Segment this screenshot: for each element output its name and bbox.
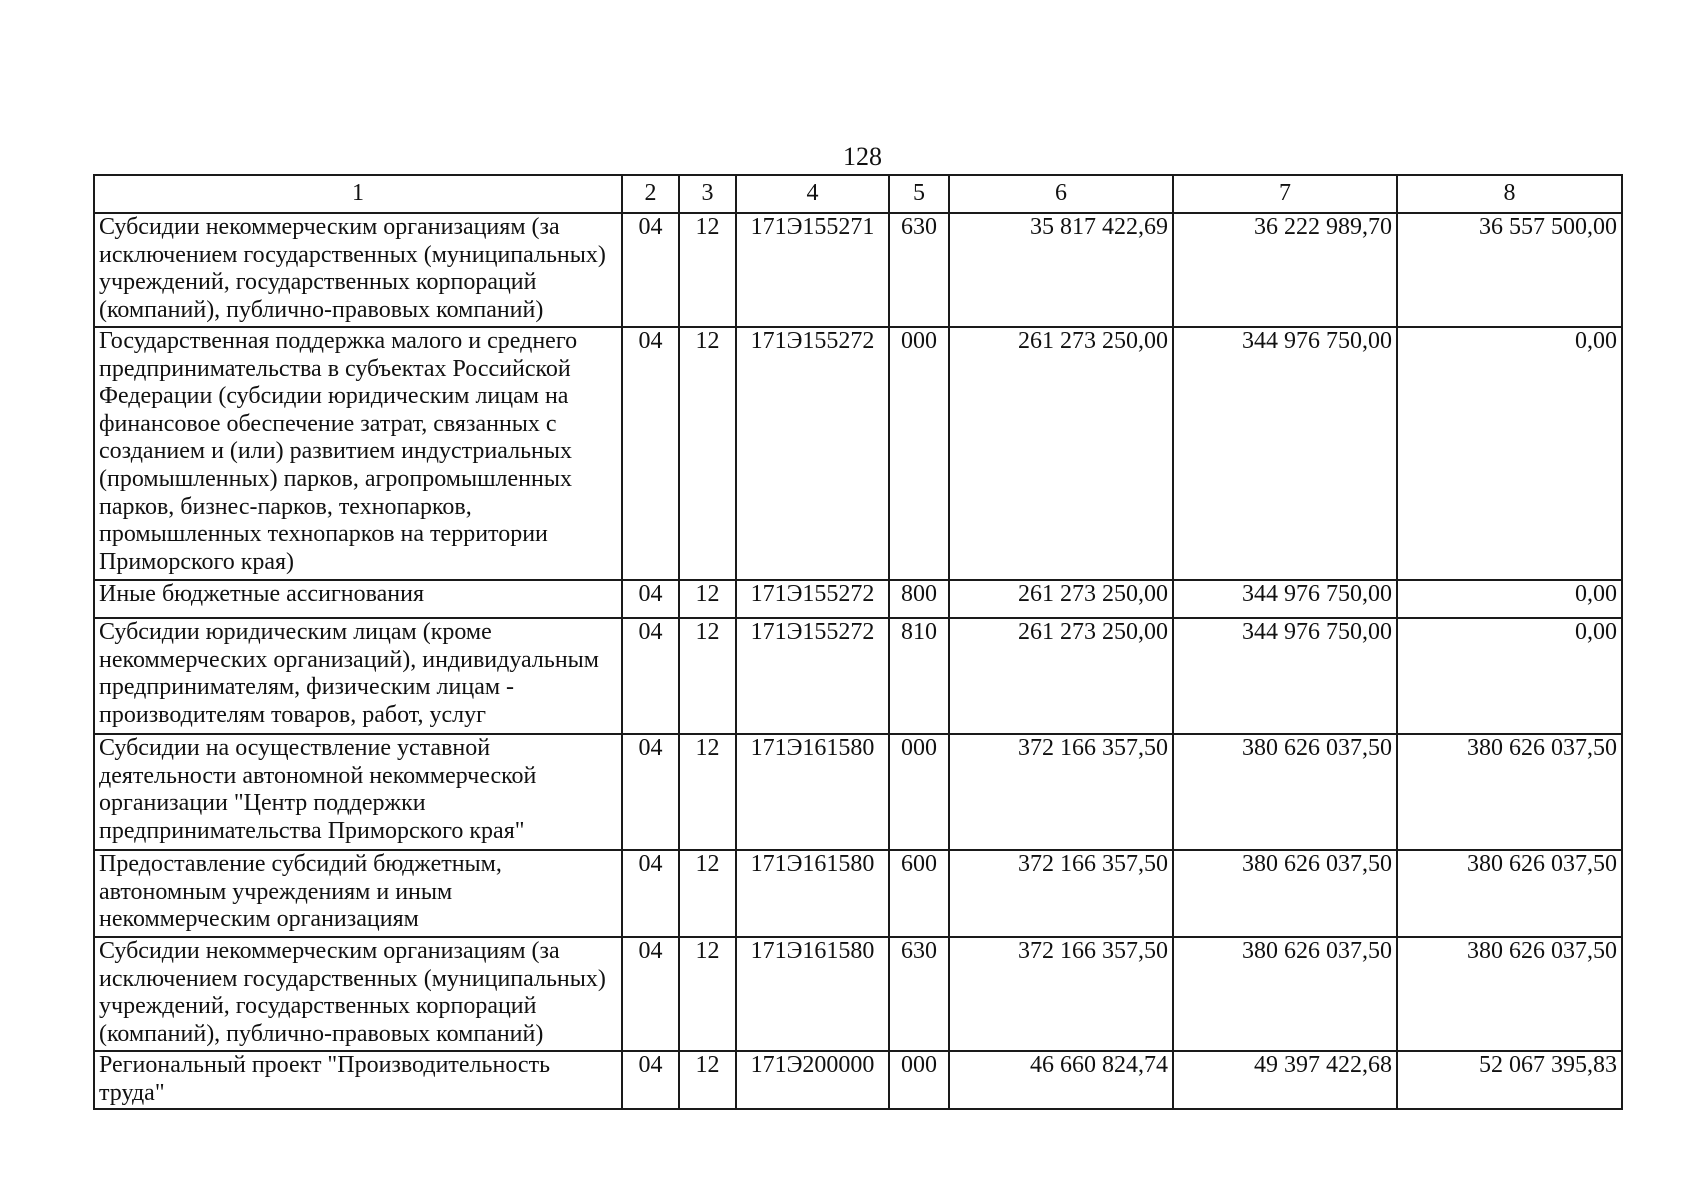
amount-col-7: 380 626 037,50 (1173, 937, 1397, 1051)
target-article-code: 171Э155271 (736, 213, 889, 327)
section-code: 04 (622, 327, 679, 580)
expense-type-code: 810 (889, 618, 949, 734)
subsection-code: 12 (679, 213, 736, 327)
row-name: Субсидии некоммерческим организациям (за исключением государственных (муниципальных) учреждений, государственных корпораций (компаний), публично-правовых компаний) (94, 213, 622, 327)
column-header: 5 (889, 175, 949, 213)
column-header: 8 (1397, 175, 1622, 213)
amount-col-6: 261 273 250,00 (949, 618, 1173, 734)
subsection-code: 12 (679, 580, 736, 618)
page-number: 128 (843, 142, 882, 171)
target-article-code: 171Э155272 (736, 580, 889, 618)
amount-col-6: 372 166 357,50 (949, 937, 1173, 1051)
amount-col-8: 0,00 (1397, 618, 1622, 734)
target-article-code: 171Э200000 (736, 1051, 889, 1109)
section-code: 04 (622, 580, 679, 618)
subsection-code: 12 (679, 1051, 736, 1109)
section-code: 04 (622, 850, 679, 937)
column-header: 7 (1173, 175, 1397, 213)
target-article-code: 171Э161580 (736, 850, 889, 937)
row-name: Государственная поддержка малого и среднего предпринимательства в субъектах Российской Федерации (субсидии юридическим лицам на финансовое обеспечение затрат, связанных с созданием и (или) развитием индустриальных (промышленных) парков, агропромышленных парков, бизнес-парков, технопарков, промышленных технопарков на территории Приморского края) (94, 327, 622, 580)
target-article-code: 171Э161580 (736, 734, 889, 850)
amount-col-6: 261 273 250,00 (949, 327, 1173, 580)
amount-col-7: 344 976 750,00 (1173, 327, 1397, 580)
section-code: 04 (622, 213, 679, 327)
amount-col-7: 344 976 750,00 (1173, 580, 1397, 618)
table-row (94, 734, 1622, 850)
table-row (94, 327, 1622, 580)
expense-type-code: 000 (889, 734, 949, 850)
amount-col-8: 0,00 (1397, 327, 1622, 580)
table-row (94, 213, 1622, 327)
amount-col-7: 344 976 750,00 (1173, 618, 1397, 734)
subsection-code: 12 (679, 734, 736, 850)
row-name: Субсидии некоммерческим организациям (за исключением государственных (муниципальных) учреждений, государственных корпораций (компаний), публично-правовых компаний) (94, 937, 622, 1051)
amount-col-6: 261 273 250,00 (949, 580, 1173, 618)
target-article-code: 171Э161580 (736, 937, 889, 1051)
table-row (94, 1051, 1622, 1109)
target-article-code: 171Э155272 (736, 618, 889, 734)
column-header: 3 (679, 175, 736, 213)
section-code: 04 (622, 937, 679, 1051)
expense-type-code: 000 (889, 1051, 949, 1109)
expense-type-code: 600 (889, 850, 949, 937)
expense-type-code: 800 (889, 580, 949, 618)
expense-type-code: 630 (889, 937, 949, 1051)
table-row (94, 618, 1622, 734)
table-row (94, 850, 1622, 937)
subsection-code: 12 (679, 327, 736, 580)
amount-col-8: 380 626 037,50 (1397, 850, 1622, 937)
table-row (94, 937, 1622, 1051)
amount-col-7: 380 626 037,50 (1173, 850, 1397, 937)
expense-type-code: 000 (889, 327, 949, 580)
amount-col-7: 49 397 422,68 (1173, 1051, 1397, 1109)
column-header: 2 (622, 175, 679, 213)
target-article-code: 171Э155272 (736, 327, 889, 580)
expense-type-code: 630 (889, 213, 949, 327)
column-header: 4 (736, 175, 889, 213)
budget-table (93, 174, 1623, 1110)
table-row (94, 580, 1622, 618)
amount-col-8: 52 067 395,83 (1397, 1051, 1622, 1109)
row-name: Субсидии юридическим лицам (кроме некоммерческих организаций), индивидуальным предпринимателям, физическим лицам - производителям товаров, работ, услуг (94, 618, 622, 734)
amount-col-7: 380 626 037,50 (1173, 734, 1397, 850)
table-header-row (94, 175, 1622, 213)
amount-col-8: 380 626 037,50 (1397, 734, 1622, 850)
column-header: 1 (94, 175, 622, 213)
row-name: Региональный проект "Производительность труда" (94, 1051, 622, 1109)
section-code: 04 (622, 734, 679, 850)
amount-col-6: 35 817 422,69 (949, 213, 1173, 327)
row-name: Иные бюджетные ассигнования (94, 580, 622, 618)
amount-col-8: 0,00 (1397, 580, 1622, 618)
amount-col-6: 372 166 357,50 (949, 734, 1173, 850)
amount-col-6: 46 660 824,74 (949, 1051, 1173, 1109)
row-name: Субсидии на осуществление уставной деятельности автономной некоммерческой организации "Центр поддержки предпринимательства Приморского края" (94, 734, 622, 850)
subsection-code: 12 (679, 618, 736, 734)
amount-col-7: 36 222 989,70 (1173, 213, 1397, 327)
amount-col-8: 36 557 500,00 (1397, 213, 1622, 327)
section-code: 04 (622, 618, 679, 734)
subsection-code: 12 (679, 850, 736, 937)
amount-col-8: 380 626 037,50 (1397, 937, 1622, 1051)
row-name: Предоставление субсидий бюджетным, автономным учреждениям и иным некоммерческим организациям (94, 850, 622, 937)
amount-col-6: 372 166 357,50 (949, 850, 1173, 937)
subsection-code: 12 (679, 937, 736, 1051)
column-header: 6 (949, 175, 1173, 213)
section-code: 04 (622, 1051, 679, 1109)
